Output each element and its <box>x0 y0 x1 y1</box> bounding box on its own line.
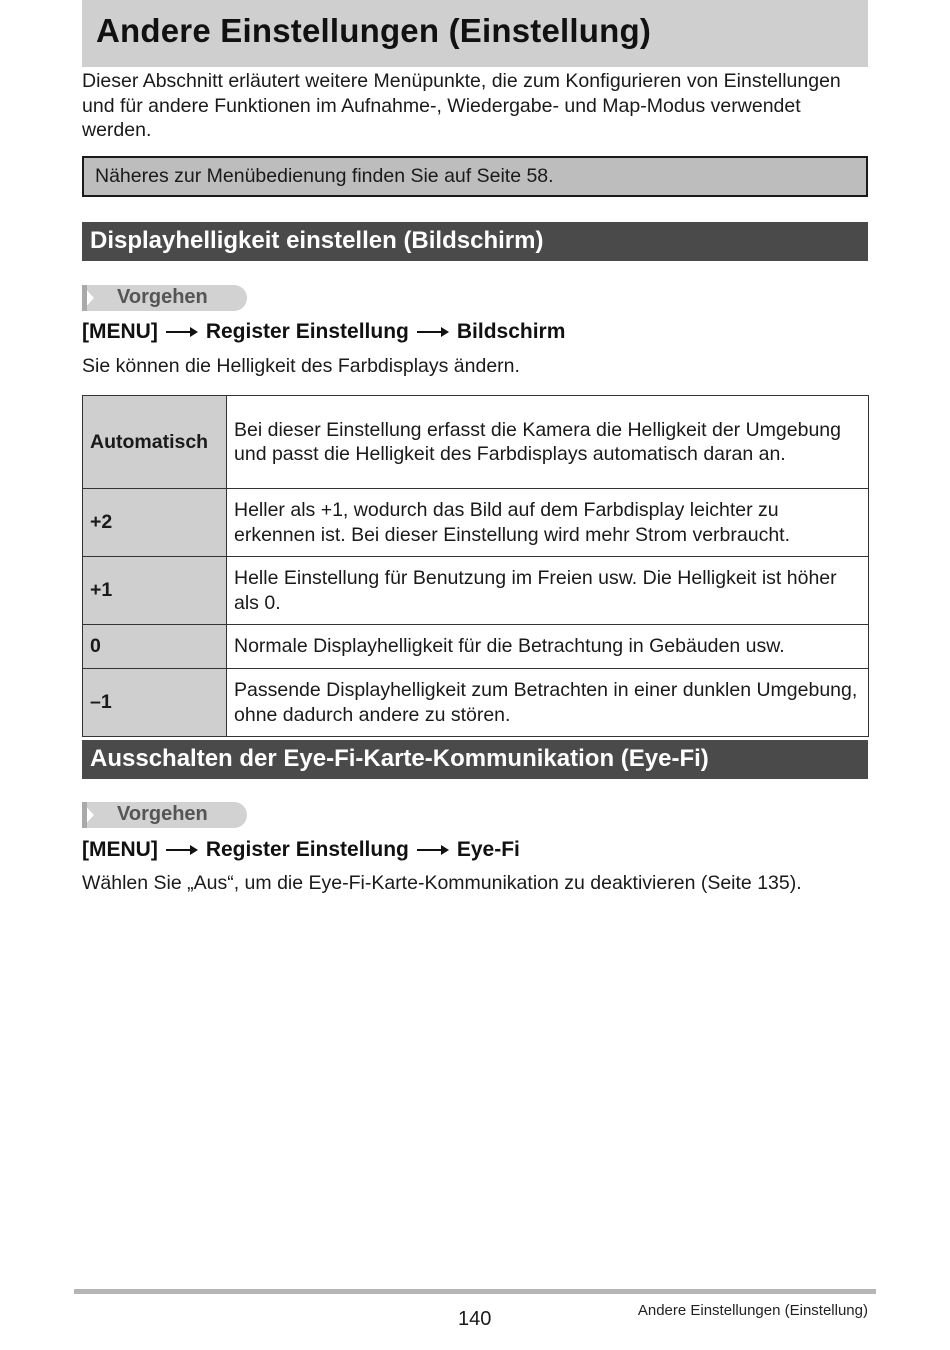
footer-chapter-label: Andere Einstellungen (Einstellung) <box>637 1302 868 1319</box>
option-description: Normale Displayhelligkeit für die Betrachtung in Gebäuden usw. <box>227 625 869 669</box>
section-heading-eye-fi: Ausschalten der Eye-Fi-Karte-Kommunikation (Eye-Fi) <box>82 740 868 779</box>
page-title-bar <box>82 0 868 67</box>
option-description: Heller als +1, wodurch das Bild auf dem Farbdisplay leichter zu erkennen ist. Bei dieser Einstellung wird mehr Strom verbraucht. <box>227 489 869 557</box>
option-description: Helle Einstellung für Benutzung im Freien usw. Die Helligkeit ist höher als 0. <box>227 557 869 625</box>
menu-path <box>82 320 565 344</box>
option-key: Automatisch <box>83 396 227 489</box>
section-description: Wählen Sie „Aus“, um die Eye-Fi-Karte-Kommunikation zu deaktivieren (Seite 135). <box>82 872 802 894</box>
table-row <box>83 625 869 669</box>
procedure-badge-label: Vorgehen <box>117 803 208 825</box>
table-row <box>83 669 869 737</box>
intro-paragraph: Dieser Abschnitt erläutert weitere Menüpunkte, die zum Konfigurieren von Einstellungen und für andere Funktionen im Aufnahme-, Wiedergabe- und Map-Modus verwendet werden. <box>82 70 841 141</box>
procedure-badge <box>82 285 247 311</box>
table-row <box>83 396 869 489</box>
menu-path-step: Eye-Fi <box>456 838 520 861</box>
option-key: 0 <box>83 625 227 669</box>
menu-path-step: Bildschirm <box>456 320 566 343</box>
procedure-badge-label: Vorgehen <box>117 286 208 308</box>
table-row <box>83 557 869 625</box>
option-description: Bei dieser Einstellung erfasst die Kamera die Helligkeit der Umgebung und passt die Helligkeit des Farbdisplays automatisch daran an. <box>227 396 869 489</box>
arrow-right-icon <box>409 840 457 860</box>
menu-path-step: Register Einstellung <box>205 838 409 861</box>
footer-rule <box>74 1289 876 1294</box>
page-number: 140 <box>458 1308 492 1330</box>
brightness-options-table <box>82 395 869 737</box>
option-description: Passende Displayhelligkeit zum Betrachten in einer dunklen Umgebung, ohne dadurch andere zu stören. <box>227 669 869 737</box>
option-key: +2 <box>83 489 227 557</box>
arrow-right-icon <box>409 322 457 342</box>
menu-path-step: Register Einstellung <box>205 320 409 343</box>
option-key: +1 <box>83 557 227 625</box>
page-title: Andere Einstellungen (Einstellung) <box>96 12 652 49</box>
menu-path <box>82 838 520 862</box>
menu-path-step: [MENU] <box>82 838 158 861</box>
procedure-badge <box>82 802 247 828</box>
table-row <box>83 489 869 557</box>
arrow-right-icon <box>158 322 206 342</box>
option-key: –1 <box>83 669 227 737</box>
section-heading-display-brightness: Displayhelligkeit einstellen (Bildschirm) <box>82 222 868 261</box>
note-box: Näheres zur Menübedienung finden Sie auf Seite 58. <box>82 156 868 197</box>
arrow-right-icon <box>158 840 206 860</box>
section-description: Sie können die Helligkeit des Farbdisplays ändern. <box>82 355 520 377</box>
menu-path-step: [MENU] <box>82 320 158 343</box>
